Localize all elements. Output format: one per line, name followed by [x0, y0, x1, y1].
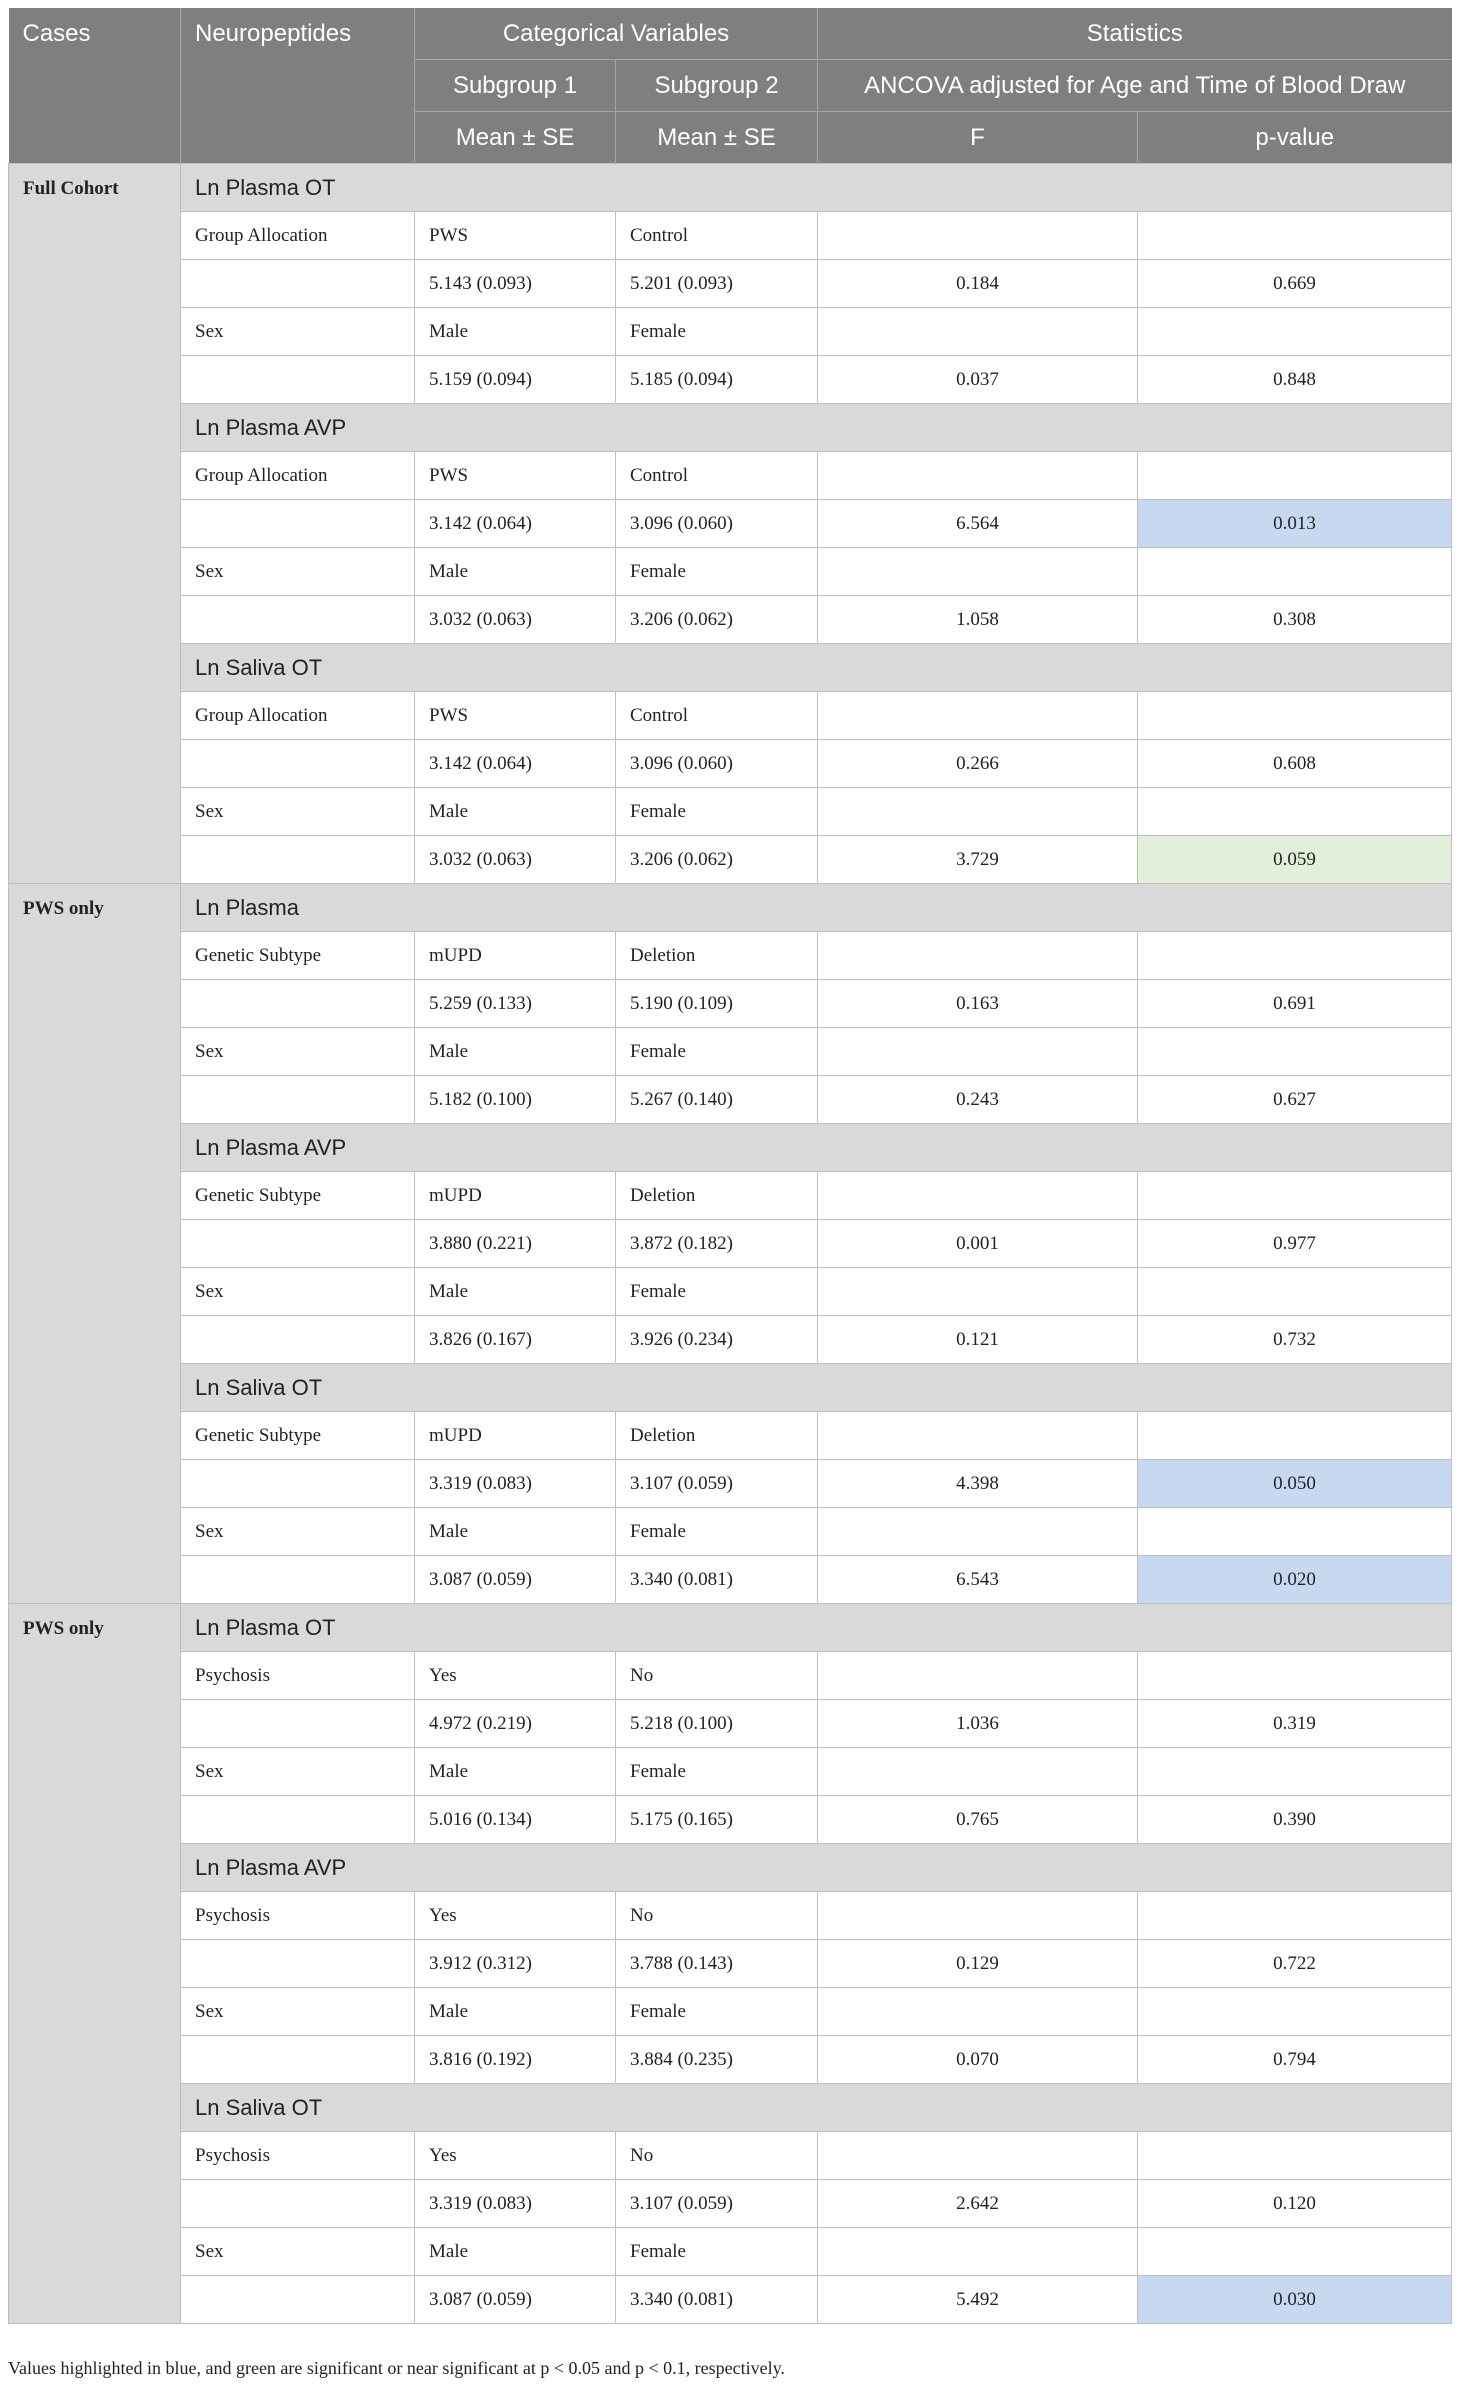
variable-label: Genetic Subtype [181, 932, 415, 980]
f-value: 2.642 [818, 2180, 1138, 2228]
mean-se-2: 5.218 (0.100) [616, 1700, 818, 1748]
empty-cell [818, 1508, 1138, 1556]
f-value: 0.765 [818, 1796, 1138, 1844]
variable-row [9, 1172, 1452, 1220]
subgroup-1-label: Yes [415, 2132, 616, 2180]
subgroup-2-label: Deletion [616, 932, 818, 980]
subgroup-2-label: Female [616, 2228, 818, 2276]
empty-cell [181, 740, 415, 788]
subgroup-1-label: PWS [415, 452, 616, 500]
empty-cell [818, 1412, 1138, 1460]
table-body [9, 164, 1452, 2324]
mean-se-2: 3.206 (0.062) [616, 836, 818, 884]
empty-cell [1138, 308, 1452, 356]
mean-se-1: 3.816 (0.192) [415, 2036, 616, 2084]
case-label: Full Cohort [9, 164, 181, 884]
subgroup-2-label: Control [616, 452, 818, 500]
header-subgroup-1: Subgroup 1 [415, 60, 616, 112]
subgroup-2-label: Control [616, 692, 818, 740]
variable-row [9, 1892, 1452, 1940]
case-label: PWS only [9, 1604, 181, 2324]
empty-cell [818, 212, 1138, 260]
variable-row [9, 692, 1452, 740]
empty-cell [181, 1700, 415, 1748]
mean-se-2: 5.190 (0.109) [616, 980, 818, 1028]
variable-label: Psychosis [181, 1652, 415, 1700]
values-row [9, 356, 1452, 404]
mean-se-2: 5.267 (0.140) [616, 1076, 818, 1124]
f-value: 5.492 [818, 2276, 1138, 2324]
empty-cell [1138, 1652, 1452, 1700]
subgroup-1-label: Male [415, 1508, 616, 1556]
variable-label: Group Allocation [181, 452, 415, 500]
mean-se-1: 3.826 (0.167) [415, 1316, 616, 1364]
subgroup-1-label: Yes [415, 1652, 616, 1700]
empty-cell [1138, 212, 1452, 260]
mean-se-1: 3.319 (0.083) [415, 2180, 616, 2228]
variable-label: Sex [181, 788, 415, 836]
mean-se-2: 3.096 (0.060) [616, 740, 818, 788]
subgroup-1-label: Male [415, 1988, 616, 2036]
empty-cell [1138, 452, 1452, 500]
p-value: 0.732 [1138, 1316, 1452, 1364]
variable-row [9, 1028, 1452, 1076]
empty-cell [1138, 1412, 1452, 1460]
empty-cell [1138, 1892, 1452, 1940]
variable-label: Sex [181, 1508, 415, 1556]
mean-se-1: 3.142 (0.064) [415, 740, 616, 788]
f-value: 1.058 [818, 596, 1138, 644]
empty-cell [818, 1748, 1138, 1796]
peptide-row [9, 404, 1452, 452]
subgroup-1-label: Male [415, 1748, 616, 1796]
subgroup-2-label: Female [616, 1748, 818, 1796]
f-value: 6.543 [818, 1556, 1138, 1604]
values-row [9, 836, 1452, 884]
empty-cell [1138, 1172, 1452, 1220]
p-value: 0.020 [1138, 1556, 1452, 1604]
empty-cell [1138, 548, 1452, 596]
subgroup-2-label: Deletion [616, 1412, 818, 1460]
empty-cell [1138, 1988, 1452, 2036]
empty-cell [181, 2180, 415, 2228]
f-value: 0.070 [818, 2036, 1138, 2084]
values-row [9, 1220, 1452, 1268]
neuropeptide-label: Ln Plasma OT [181, 1604, 1452, 1652]
subgroup-1-label: Male [415, 1268, 616, 1316]
header-subgroup-2: Subgroup 2 [616, 60, 818, 112]
p-value: 0.390 [1138, 1796, 1452, 1844]
variable-label: Psychosis [181, 1892, 415, 1940]
variable-label: Sex [181, 548, 415, 596]
peptide-row [9, 1604, 1452, 1652]
subgroup-1-label: Male [415, 548, 616, 596]
variable-row [9, 2228, 1452, 2276]
mean-se-1: 3.142 (0.064) [415, 500, 616, 548]
f-value: 0.037 [818, 356, 1138, 404]
subgroup-2-label: Female [616, 1988, 818, 2036]
subgroup-2-label: Deletion [616, 1172, 818, 1220]
p-value: 0.319 [1138, 1700, 1452, 1748]
empty-cell [181, 1556, 415, 1604]
mean-se-1: 5.259 (0.133) [415, 980, 616, 1028]
mean-se-2: 5.201 (0.093) [616, 260, 818, 308]
p-value: 0.030 [1138, 2276, 1452, 2324]
empty-cell [1138, 2132, 1452, 2180]
empty-cell [1138, 2228, 1452, 2276]
subgroup-2-label: No [616, 2132, 818, 2180]
variable-label: Psychosis [181, 2132, 415, 2180]
empty-cell [181, 500, 415, 548]
variable-label: Group Allocation [181, 692, 415, 740]
empty-cell [1138, 932, 1452, 980]
empty-cell [818, 1892, 1138, 1940]
header-neuropeptides: Neuropeptides [181, 8, 415, 164]
f-value: 0.266 [818, 740, 1138, 788]
empty-cell [818, 788, 1138, 836]
empty-cell [818, 932, 1138, 980]
neuropeptide-label: Ln Saliva OT [181, 1364, 1452, 1412]
values-row [9, 1940, 1452, 1988]
variable-label: Genetic Subtype [181, 1172, 415, 1220]
empty-cell [181, 2276, 415, 2324]
subgroup-1-label: mUPD [415, 1172, 616, 1220]
header-f: F [818, 112, 1138, 164]
p-value: 0.050 [1138, 1460, 1452, 1508]
empty-cell [1138, 788, 1452, 836]
mean-se-1: 5.143 (0.093) [415, 260, 616, 308]
subgroup-2-label: Female [616, 1268, 818, 1316]
mean-se-1: 5.182 (0.100) [415, 1076, 616, 1124]
header-mean-se-1: Mean ± SE [415, 112, 616, 164]
variable-row [9, 1412, 1452, 1460]
p-value: 0.794 [1138, 2036, 1452, 2084]
p-value: 0.013 [1138, 500, 1452, 548]
mean-se-1: 5.016 (0.134) [415, 1796, 616, 1844]
variable-label: Group Allocation [181, 212, 415, 260]
f-value: 0.163 [818, 980, 1138, 1028]
peptide-row [9, 644, 1452, 692]
mean-se-2: 3.340 (0.081) [616, 1556, 818, 1604]
subgroup-2-label: Female [616, 788, 818, 836]
peptide-row [9, 1844, 1452, 1892]
p-value: 0.722 [1138, 1940, 1452, 1988]
ancova-results-table [8, 8, 1452, 2324]
mean-se-1: 3.880 (0.221) [415, 1220, 616, 1268]
empty-cell [818, 1652, 1138, 1700]
f-value: 0.001 [818, 1220, 1138, 1268]
values-row [9, 2036, 1452, 2084]
results-table-container [8, 8, 1451, 2324]
f-value: 3.729 [818, 836, 1138, 884]
variable-label: Sex [181, 308, 415, 356]
empty-cell [181, 356, 415, 404]
empty-cell [1138, 1508, 1452, 1556]
table-header [9, 8, 1452, 164]
mean-se-2: 3.340 (0.081) [616, 2276, 818, 2324]
empty-cell [181, 1796, 415, 1844]
empty-cell [181, 2036, 415, 2084]
mean-se-1: 5.159 (0.094) [415, 356, 616, 404]
variable-label: Sex [181, 2228, 415, 2276]
mean-se-2: 3.206 (0.062) [616, 596, 818, 644]
values-row [9, 260, 1452, 308]
variable-label: Sex [181, 1268, 415, 1316]
peptide-row [9, 1124, 1452, 1172]
variable-row [9, 2132, 1452, 2180]
empty-cell [181, 1220, 415, 1268]
empty-cell [818, 1988, 1138, 2036]
empty-cell [1138, 692, 1452, 740]
f-value: 0.129 [818, 1940, 1138, 1988]
variable-row [9, 1988, 1452, 2036]
empty-cell [181, 980, 415, 1028]
variable-row [9, 932, 1452, 980]
values-row [9, 596, 1452, 644]
variable-label: Sex [181, 1028, 415, 1076]
variable-row [9, 452, 1452, 500]
subgroup-1-label: mUPD [415, 932, 616, 980]
f-value: 4.398 [818, 1460, 1138, 1508]
values-row [9, 740, 1452, 788]
values-row [9, 1076, 1452, 1124]
p-value: 0.977 [1138, 1220, 1452, 1268]
variable-label: Sex [181, 1748, 415, 1796]
values-row [9, 1316, 1452, 1364]
empty-cell [181, 596, 415, 644]
mean-se-1: 3.087 (0.059) [415, 2276, 616, 2324]
mean-se-2: 3.096 (0.060) [616, 500, 818, 548]
variable-row [9, 788, 1452, 836]
header-p-value: p-value [1138, 112, 1452, 164]
neuropeptide-label: Ln Plasma OT [181, 164, 1452, 212]
values-row [9, 1556, 1452, 1604]
empty-cell [1138, 1028, 1452, 1076]
subgroup-1-label: mUPD [415, 1412, 616, 1460]
empty-cell [1138, 1748, 1452, 1796]
variable-row [9, 1508, 1452, 1556]
subgroup-1-label: Male [415, 788, 616, 836]
mean-se-1: 4.972 (0.219) [415, 1700, 616, 1748]
header-mean-se-2: Mean ± SE [616, 112, 818, 164]
header-categorical-variables: Categorical Variables [415, 8, 818, 60]
values-row [9, 1796, 1452, 1844]
subgroup-2-label: Female [616, 308, 818, 356]
empty-cell [181, 836, 415, 884]
header-statistics: Statistics [818, 8, 1452, 60]
empty-cell [181, 1076, 415, 1124]
subgroup-2-label: No [616, 1892, 818, 1940]
variable-label: Sex [181, 1988, 415, 2036]
mean-se-2: 5.185 (0.094) [616, 356, 818, 404]
case-label: PWS only [9, 884, 181, 1604]
values-row [9, 980, 1452, 1028]
header-cases: Cases [9, 8, 181, 164]
subgroup-1-label: Male [415, 1028, 616, 1076]
values-row [9, 2276, 1452, 2324]
f-value: 6.564 [818, 500, 1138, 548]
p-value: 0.627 [1138, 1076, 1452, 1124]
subgroup-1-label: Male [415, 2228, 616, 2276]
empty-cell [818, 548, 1138, 596]
variable-row [9, 308, 1452, 356]
p-value: 0.608 [1138, 740, 1452, 788]
p-value: 0.120 [1138, 2180, 1452, 2228]
mean-se-2: 3.788 (0.143) [616, 1940, 818, 1988]
mean-se-2: 3.884 (0.235) [616, 2036, 818, 2084]
empty-cell [818, 308, 1138, 356]
mean-se-2: 3.107 (0.059) [616, 1460, 818, 1508]
mean-se-2: 3.926 (0.234) [616, 1316, 818, 1364]
variable-row [9, 548, 1452, 596]
subgroup-2-label: Female [616, 1508, 818, 1556]
subgroup-2-label: Female [616, 1028, 818, 1076]
p-value: 0.059 [1138, 836, 1452, 884]
neuropeptide-label: Ln Saliva OT [181, 644, 1452, 692]
empty-cell [818, 692, 1138, 740]
empty-cell [818, 1172, 1138, 1220]
peptide-row [9, 884, 1452, 932]
values-row [9, 2180, 1452, 2228]
empty-cell [818, 2132, 1138, 2180]
empty-cell [181, 1940, 415, 1988]
empty-cell [181, 260, 415, 308]
subgroup-1-label: PWS [415, 692, 616, 740]
values-row [9, 1700, 1452, 1748]
variable-row [9, 1748, 1452, 1796]
values-row [9, 1460, 1452, 1508]
mean-se-1: 3.032 (0.063) [415, 596, 616, 644]
empty-cell [818, 1028, 1138, 1076]
neuropeptide-label: Ln Plasma AVP [181, 1124, 1452, 1172]
empty-cell [181, 1316, 415, 1364]
empty-cell [181, 1460, 415, 1508]
mean-se-1: 3.912 (0.312) [415, 1940, 616, 1988]
peptide-row [9, 2084, 1452, 2132]
neuropeptide-label: Ln Plasma [181, 884, 1452, 932]
empty-cell [818, 2228, 1138, 2276]
f-value: 0.243 [818, 1076, 1138, 1124]
p-value: 0.691 [1138, 980, 1452, 1028]
subgroup-2-label: Female [616, 548, 818, 596]
peptide-row [9, 164, 1452, 212]
empty-cell [818, 1268, 1138, 1316]
p-value: 0.308 [1138, 596, 1452, 644]
subgroup-1-label: Male [415, 308, 616, 356]
f-value: 0.121 [818, 1316, 1138, 1364]
mean-se-2: 3.107 (0.059) [616, 2180, 818, 2228]
empty-cell [818, 452, 1138, 500]
header-ancova: ANCOVA adjusted for Age and Time of Blood Draw [818, 60, 1452, 112]
mean-se-2: 3.872 (0.182) [616, 1220, 818, 1268]
f-value: 1.036 [818, 1700, 1138, 1748]
peptide-row [9, 1364, 1452, 1412]
neuropeptide-label: Ln Plasma AVP [181, 404, 1452, 452]
mean-se-1: 3.032 (0.063) [415, 836, 616, 884]
values-row [9, 500, 1452, 548]
mean-se-1: 3.319 (0.083) [415, 1460, 616, 1508]
mean-se-1: 3.087 (0.059) [415, 1556, 616, 1604]
p-value: 0.669 [1138, 260, 1452, 308]
subgroup-1-label: Yes [415, 1892, 616, 1940]
empty-cell [1138, 1268, 1452, 1316]
p-value: 0.848 [1138, 356, 1452, 404]
f-value: 0.184 [818, 260, 1138, 308]
neuropeptide-label: Ln Plasma AVP [181, 1844, 1452, 1892]
table-footnote: Values highlighted in blue, and green are significant or near significant at p < 0.05 and p < 0.1, respectively. [8, 2358, 785, 2378]
variable-label: Genetic Subtype [181, 1412, 415, 1460]
subgroup-2-label: Control [616, 212, 818, 260]
mean-se-2: 5.175 (0.165) [616, 1796, 818, 1844]
variable-row [9, 212, 1452, 260]
neuropeptide-label: Ln Saliva OT [181, 2084, 1452, 2132]
variable-row [9, 1652, 1452, 1700]
subgroup-2-label: No [616, 1652, 818, 1700]
subgroup-1-label: PWS [415, 212, 616, 260]
variable-row [9, 1268, 1452, 1316]
